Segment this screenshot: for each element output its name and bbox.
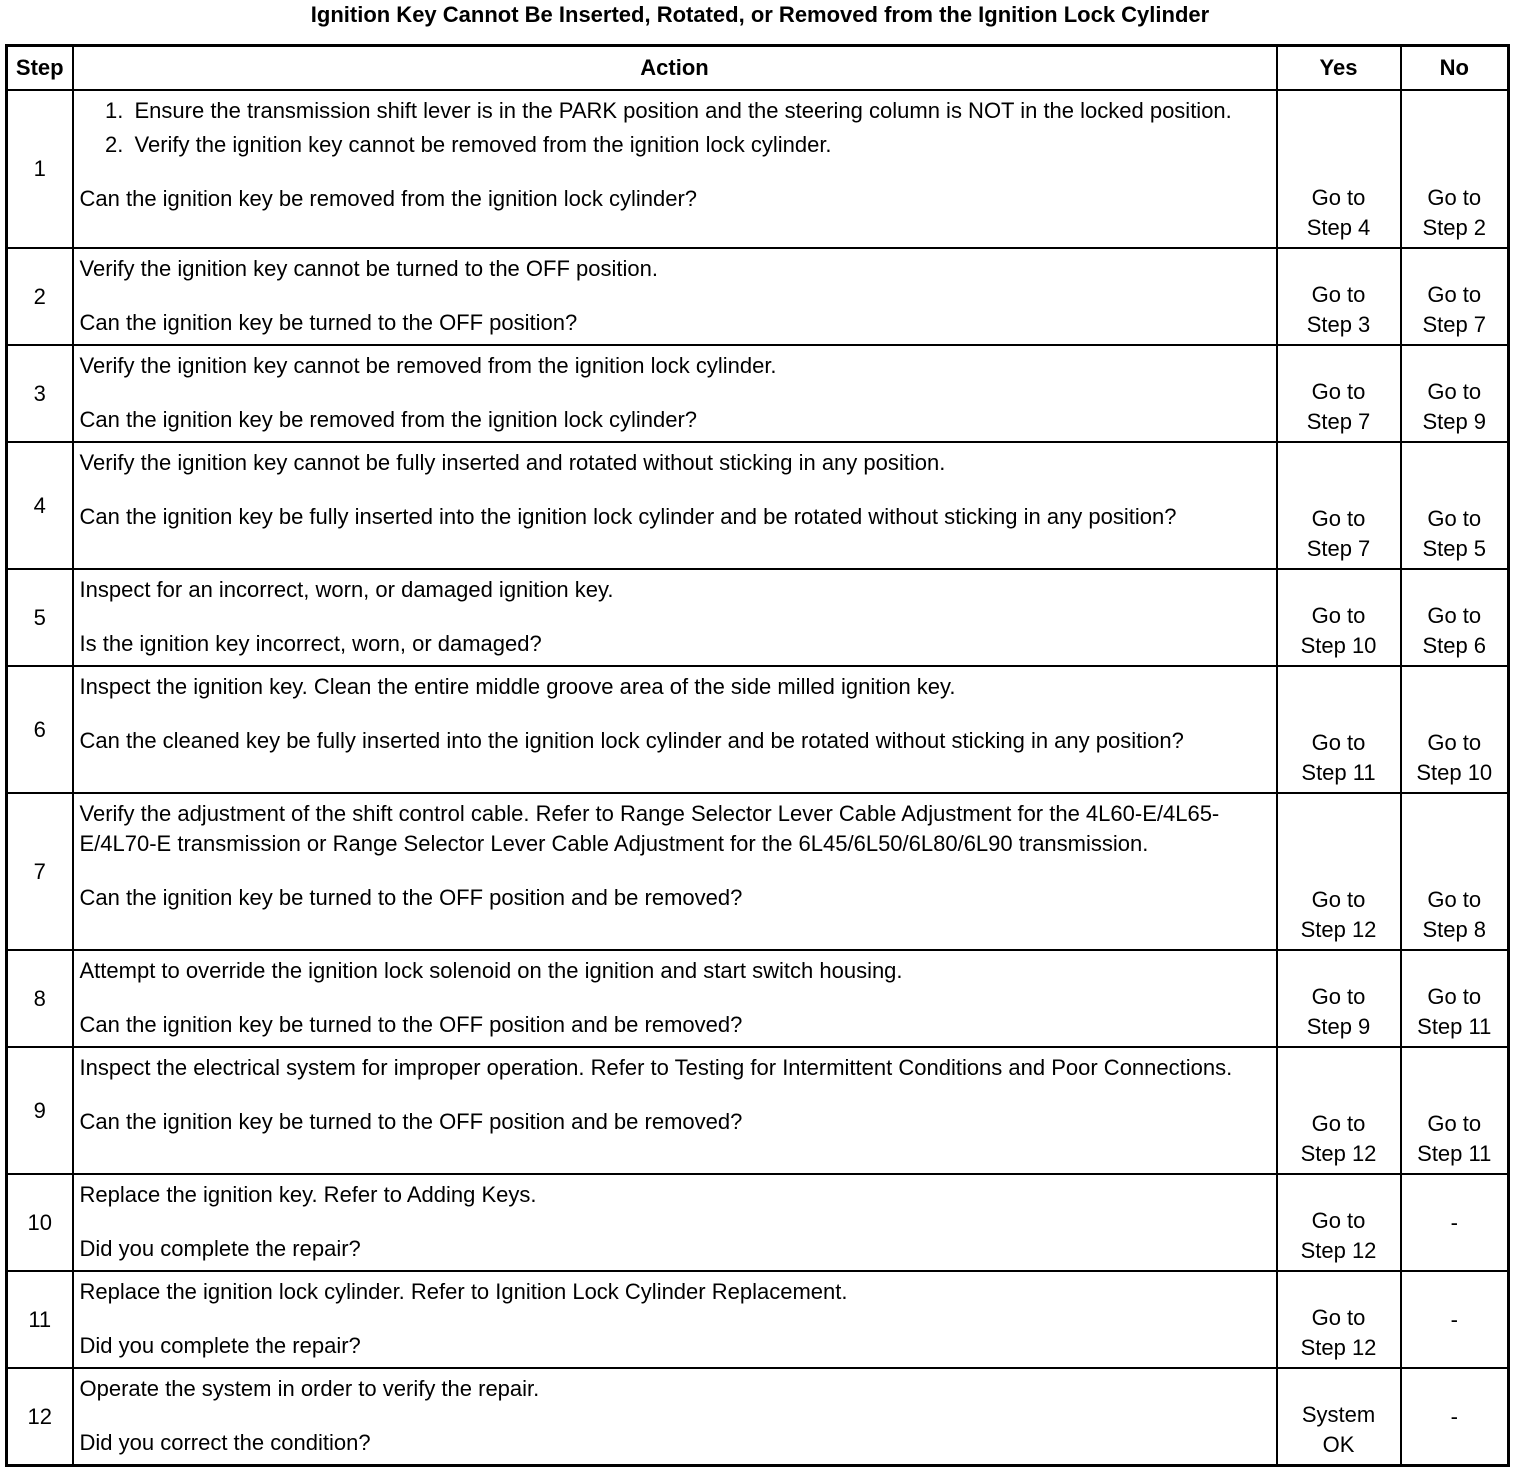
no-cell — [1401, 666, 1509, 793]
question: Can the ignition key be fully inserted into the ignition lock cylinder and be rotated without sticking in any position? — [79, 504, 1177, 529]
no-line: Go to — [1427, 984, 1482, 1009]
no-cell: - — [1401, 1174, 1509, 1271]
no-cell — [1401, 793, 1509, 950]
yes-cell — [1277, 90, 1401, 248]
no-line: Go to — [1427, 379, 1482, 404]
question: Can the ignition key be turned to the OFF position and be removed? — [79, 1012, 743, 1037]
yes-cell — [1277, 1271, 1401, 1368]
table-row — [7, 1368, 1509, 1466]
step-number: 3 — [7, 345, 73, 442]
no-line: Step 8 — [1422, 917, 1487, 942]
diagnostic-table — [5, 44, 1510, 1467]
step-header: Step — [7, 46, 73, 91]
list-item: 1. Ensure the transmission shift lever is in the PARK position and the steering column is NOT in the locked position. — [130, 96, 1270, 126]
yes-cell — [1277, 345, 1401, 442]
yes-cell — [1277, 569, 1401, 666]
action-cell — [73, 1271, 1277, 1368]
instruction: Replace the ignition key. Refer to Adding Keys. — [79, 1182, 537, 1207]
no-line: Go to — [1427, 506, 1482, 531]
step-number: 8 — [7, 950, 73, 1047]
yes-line: Go to — [1311, 1111, 1366, 1136]
table-row — [7, 345, 1509, 442]
action-cell — [73, 666, 1277, 793]
instruction: Inspect for an incorrect, worn, or damaged ignition key. — [79, 577, 614, 602]
instruction: Replace the ignition lock cylinder. Refer to Ignition Lock Cylinder Replacement. — [79, 1279, 848, 1304]
table-row — [7, 90, 1509, 248]
instruction: Verify the ignition key cannot be fully inserted and rotated without sticking in any position. — [79, 450, 946, 475]
no-line: Go to — [1427, 887, 1482, 912]
step-number: 4 — [7, 442, 73, 569]
step-number: 7 — [7, 793, 73, 950]
yes-line: Step 3 — [1306, 312, 1371, 337]
action-cell — [73, 442, 1277, 569]
no-line: Step 6 — [1422, 633, 1487, 658]
step-number: 5 — [7, 569, 73, 666]
no-cell: - — [1401, 1368, 1509, 1466]
action-cell — [73, 793, 1277, 950]
yes-line: Go to — [1311, 603, 1366, 628]
yes-cell — [1277, 442, 1401, 569]
table-row — [7, 1271, 1509, 1368]
question: Can the ignition key be removed from the ignition lock cylinder? — [79, 407, 698, 432]
step-number: 1 — [7, 90, 73, 248]
yes-header: Yes — [1277, 46, 1401, 91]
page-title: Ignition Key Cannot Be Inserted, Rotated, or Removed from the Ignition Lock Cylinder — [310, 2, 1210, 27]
no-line: Step 10 — [1416, 760, 1493, 785]
yes-line: Step 12 — [1300, 1141, 1377, 1166]
action-cell — [73, 1047, 1277, 1174]
no-line: Step 11 — [1417, 1141, 1492, 1166]
step-number: 9 — [7, 1047, 73, 1174]
action-cell — [73, 248, 1277, 345]
no-line: Step 9 — [1422, 409, 1487, 434]
question: Did you complete the repair? — [79, 1333, 361, 1358]
no-cell — [1401, 248, 1509, 345]
yes-line: Go to — [1311, 887, 1366, 912]
yes-cell — [1277, 1047, 1401, 1174]
no-line: Go to — [1427, 282, 1482, 307]
yes-line: Step 7 — [1306, 536, 1371, 561]
table-row — [7, 1174, 1509, 1271]
table-row — [7, 248, 1509, 345]
question: Can the ignition key be removed from the ignition lock cylinder? — [79, 186, 698, 211]
yes-line: Go to — [1311, 1305, 1366, 1330]
yes-line: Go to — [1311, 282, 1366, 307]
no-cell — [1401, 569, 1509, 666]
no-cell — [1401, 90, 1509, 248]
question: Did you complete the repair? — [79, 1236, 361, 1261]
action-cell — [73, 1368, 1277, 1466]
no-cell — [1401, 442, 1509, 569]
yes-cell — [1277, 666, 1401, 793]
yes-line: System — [1301, 1402, 1376, 1427]
no-cell: - — [1401, 1271, 1509, 1368]
action-cell — [73, 345, 1277, 442]
yes-line: Step 9 — [1306, 1014, 1371, 1039]
yes-line: Go to — [1311, 1208, 1366, 1233]
no-cell — [1401, 1047, 1509, 1174]
action-list — [80, 96, 1270, 160]
yes-cell — [1277, 950, 1401, 1047]
step-number: 2 — [7, 248, 73, 345]
no-line: Go to — [1427, 603, 1482, 628]
table-row — [7, 666, 1509, 793]
action-cell — [73, 950, 1277, 1047]
list-item: 2. Verify the ignition key cannot be removed from the ignition lock cylinder. — [130, 130, 1270, 160]
table-row — [7, 569, 1509, 666]
yes-line: OK — [1322, 1432, 1355, 1457]
instruction: Inspect the ignition key. Clean the entire middle groove area of the side milled ignition key. — [79, 674, 956, 699]
question: Is the ignition key incorrect, worn, or damaged? — [79, 631, 542, 656]
action-cell — [73, 1174, 1277, 1271]
instruction: Attempt to override the ignition lock solenoid on the ignition and start switch housing. — [79, 958, 903, 983]
no-cell — [1401, 345, 1509, 442]
yes-line: Step 4 — [1306, 215, 1371, 240]
no-cell — [1401, 950, 1509, 1047]
step-number: 6 — [7, 666, 73, 793]
yes-cell — [1277, 1174, 1401, 1271]
question: Can the cleaned key be fully inserted into the ignition lock cylinder and be rotated without sticking in any position? — [79, 728, 1184, 753]
instruction: Verify the ignition key cannot be turned to the OFF position. — [79, 256, 658, 281]
question: Can the ignition key be turned to the OFF position and be removed? — [79, 885, 743, 910]
table-row — [7, 442, 1509, 569]
yes-line: Go to — [1311, 506, 1366, 531]
question: Can the ignition key be turned to the OFF position? — [79, 310, 578, 335]
no-line: Step 7 — [1422, 312, 1487, 337]
table-row — [7, 950, 1509, 1047]
yes-line: Go to — [1311, 984, 1366, 1009]
yes-line: Step 12 — [1300, 1335, 1377, 1360]
yes-line: Go to — [1311, 379, 1366, 404]
no-line: Go to — [1427, 1111, 1482, 1136]
yes-cell — [1277, 248, 1401, 345]
instruction: Verify the adjustment of the shift control cable. Refer to Range Selector Lever Cable Adjustment for the 4L60-E/4L65-E/4L70-E transmission or Range Selector Lever Cable Adjustment for the 6L45/6L50/6L80/6L90 transmission. — [79, 801, 1220, 856]
no-header: No — [1401, 46, 1509, 91]
yes-line: Step 7 — [1306, 409, 1371, 434]
header-row — [7, 46, 1509, 91]
instruction: Verify the ignition key cannot be removed from the ignition lock cylinder. — [79, 353, 777, 378]
yes-line: Step 10 — [1300, 633, 1377, 658]
no-line: Go to — [1427, 730, 1482, 755]
instruction: Inspect the electrical system for improper operation. Refer to Testing for Intermittent Conditions and Poor Connections. — [79, 1055, 1233, 1080]
action-cell — [73, 569, 1277, 666]
instruction: Operate the system in order to verify the repair. — [79, 1376, 540, 1401]
no-line: Step 5 — [1422, 536, 1487, 561]
question: Can the ignition key be turned to the OFF position and be removed? — [79, 1109, 743, 1134]
table-row — [7, 1047, 1509, 1174]
yes-line: Step 11 — [1301, 760, 1376, 785]
action-header: Action — [73, 46, 1277, 91]
yes-line: Go to — [1311, 185, 1366, 210]
yes-cell — [1277, 1368, 1401, 1466]
yes-cell — [1277, 793, 1401, 950]
yes-line: Step 12 — [1300, 917, 1377, 942]
yes-line: Step 12 — [1300, 1238, 1377, 1263]
step-number: 12 — [7, 1368, 73, 1466]
table-row — [7, 793, 1509, 950]
no-line: Step 11 — [1417, 1014, 1492, 1039]
step-number: 10 — [7, 1174, 73, 1271]
step-number: 11 — [7, 1271, 73, 1368]
no-line: Go to — [1427, 185, 1482, 210]
action-cell — [73, 90, 1277, 248]
question: Did you correct the condition? — [79, 1430, 371, 1455]
no-line: Step 2 — [1422, 215, 1487, 240]
yes-line: Go to — [1311, 730, 1366, 755]
